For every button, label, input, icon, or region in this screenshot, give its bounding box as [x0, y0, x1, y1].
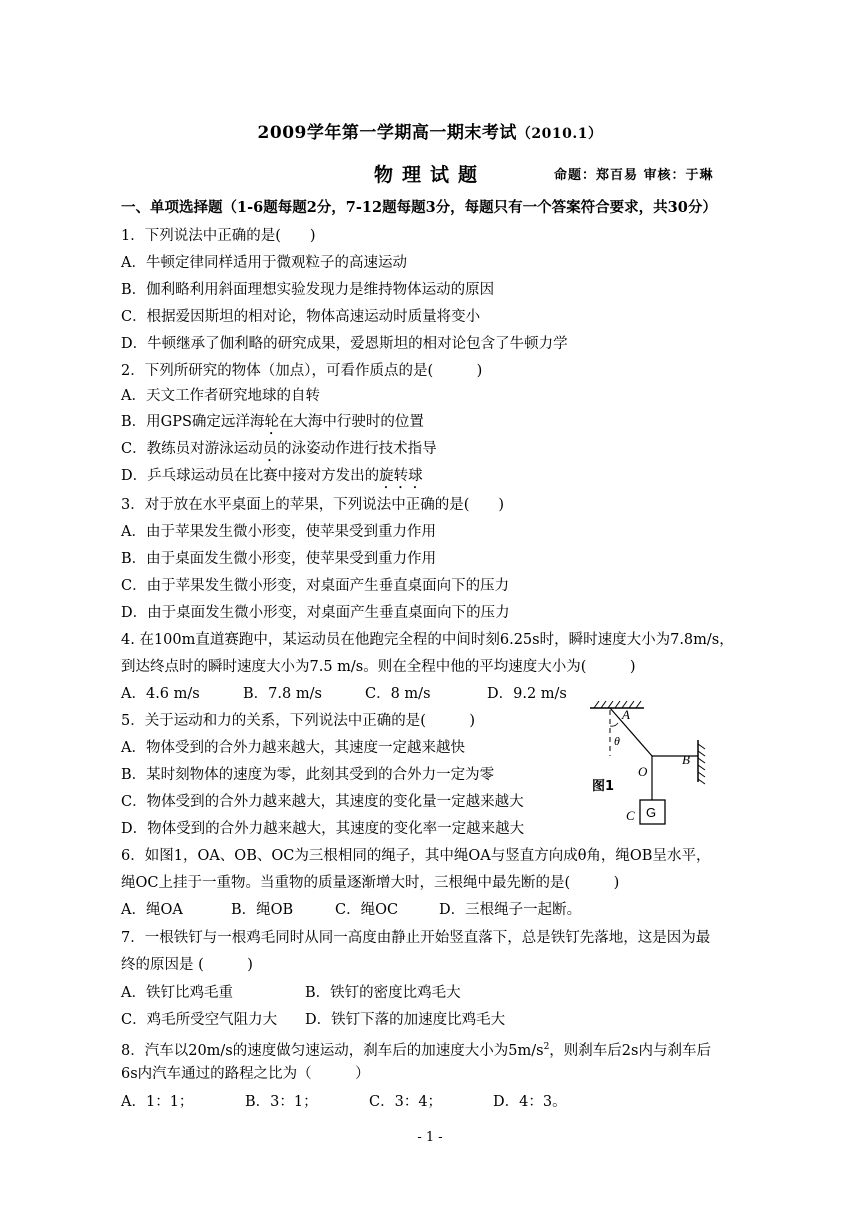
page-number: - 1 - — [417, 1130, 443, 1145]
option-b: B．绳OB — [231, 902, 294, 918]
section-heading: 一、单项选择题（1-6题每题2分，7-12题每题3分，每题只有一个答案符合要求，共30分） — [121, 199, 717, 216]
question-2-stem: 2．下列所研究的物体（加点），可看作质点的是( ) — [121, 363, 483, 379]
question-3-stem: 3．对于放在水平桌面上的苹果，下列说法中正确的是( ) — [121, 497, 505, 513]
question-2-option-a: A．天文工作者研究地球的自转 — [121, 388, 320, 404]
figure-1-diagram — [588, 698, 718, 830]
label-a: A — [622, 707, 630, 722]
label-b: B — [682, 752, 690, 767]
ceiling-hatch — [594, 701, 641, 708]
question-3-option-d: D．由于桌面发生微小形变，对桌面产生垂直桌面向下的压力 — [121, 605, 510, 621]
label-o: O — [638, 764, 648, 779]
option-d: D．9.2 m/s — [487, 686, 567, 702]
question-6-stem-line1: 6．如图1，OA、OB、OC为三根相同的绳子，其中绳OA与竖直方向成θ角，绳OB呈水平， — [121, 848, 711, 864]
stem-text: ，则刹车后2s内与刹车后 — [549, 1042, 711, 1059]
option-b: B．7.8 m/s — [243, 686, 322, 702]
option-a: A．铁钉比鸡毛重 — [121, 985, 233, 1001]
question-3-option-c: C．由于苹果发生微小形变，对桌面产生垂直桌面向下的压力 — [121, 578, 510, 594]
option-a: A．1：1； — [121, 1094, 194, 1110]
rope-oa — [610, 708, 652, 756]
question-8-options — [121, 1092, 567, 1112]
option-text: 在大海中行驶时的位置 — [278, 414, 424, 430]
question-6-options — [121, 900, 581, 920]
question-2-option-d — [121, 466, 423, 492]
option-c: C．绳OC — [335, 902, 399, 918]
question-1-option-d: D．牛顿继承了伽利略的研究成果，爱恩斯坦的相对论包含了牛顿力学 — [121, 336, 568, 352]
question-5-option-b: B．某时刻物体的速度为零，此刻其受到的合外力一定为零 — [121, 767, 495, 783]
option-b: B．3：1； — [245, 1094, 318, 1110]
question-7-options-row2 — [121, 1010, 505, 1030]
option-text: 的泳姿动作进行技术指导 — [277, 441, 437, 457]
option-d: D．4：3。 — [493, 1094, 567, 1110]
option-text: B．用GPS确定远洋海 — [121, 414, 265, 430]
question-2-option-c — [121, 439, 437, 465]
emphasized-object: 旋转球 — [379, 468, 423, 484]
question-1-stem: 1．下列说法中正确的是( ) — [121, 228, 316, 244]
question-5-stem: 5．关于运动和力的关系，下列说法中正确的是( ) — [121, 713, 476, 729]
wall-hatch — [698, 744, 705, 784]
option-c: C．鸡毛所受空气阻力大 — [121, 1012, 278, 1028]
option-d: D．铁钉下落的加速度比鸡毛大 — [305, 1012, 506, 1028]
question-4-stem-line2: 到达终点时的瞬时速度大小为7.5 m/s。则在全程中他的平均速度大小为( ) — [121, 659, 636, 675]
question-1-option-b: B．伽利略利用斜面理想实验发现力是维持物体运动的原因 — [121, 282, 495, 298]
option-c: C．3：4； — [369, 1094, 443, 1110]
question-7-options-row1 — [121, 983, 461, 1003]
option-a: A．4.6 m/s — [121, 686, 200, 702]
emphasized-object: 轮 — [264, 414, 279, 430]
option-d: D．三根绳子一起断。 — [439, 902, 582, 918]
option-text: C．教练员对游泳运动 — [121, 441, 263, 457]
label-g: G — [646, 805, 657, 820]
question-1-option-a: A．牛顿定律同样适用于微观粒子的高速运动 — [121, 255, 407, 271]
question-6-stem-line2: 绳OC上挂于一重物。当重物的质量逐渐增大时，三根绳中最先断的是( ) — [121, 875, 620, 891]
label-c: C — [626, 808, 635, 823]
author-info: 命题：郑百易 审核：于琳 — [554, 168, 714, 183]
question-3-option-b: B．由于桌面发生微小形变，使苹果受到重力作用 — [121, 551, 437, 567]
emphasized-object: 员 — [262, 441, 278, 457]
option-b: B．铁钉的密度比鸡毛大 — [305, 985, 461, 1001]
question-3-option-a: A．由于苹果发生微小形变，使苹果受到重力作用 — [121, 524, 436, 540]
question-7-stem-line2: 终的原因是 ( ) — [121, 957, 253, 973]
option-c: C．8 m/s — [365, 686, 431, 702]
question-7-stem-line1: 7．一根铁钉与一根鸡毛同时从同一高度由静止开始竖直落下，总是铁钉先落地，这是因为最 — [121, 930, 711, 946]
figure-caption: 图1 — [592, 779, 615, 794]
exam-title-text: 2009学年第一学期高一期末考试 — [257, 123, 517, 143]
question-8-stem-line2: 6s内汽车通过的路程之比为（ ） — [121, 1066, 370, 1082]
exponent: 2 — [543, 1042, 550, 1052]
question-5-option-a: A．物体受到的合外力越来越大，其速度一定越来越快 — [121, 740, 465, 756]
label-theta: θ — [614, 734, 620, 748]
option-text: D．乒乓球运动员在比赛中接对方发出的 — [121, 468, 380, 484]
option-a: A．绳OA — [121, 902, 183, 918]
question-5-option-c: C．物体受到的合外力越来越大，其速度的变化量一定越来越大 — [121, 794, 524, 810]
question-2-option-b — [121, 412, 424, 438]
question-5-option-d: D．物体受到的合外力越来越大，其速度的变化率一定越来越大 — [121, 821, 525, 837]
angle-arc — [610, 723, 618, 726]
question-4-stem-line1: 4. 在100m直道赛跑中，某运动员在他跑完全程的中间时刻6.25s时，瞬时速度大小为7.8m/s， — [121, 632, 734, 648]
question-4-options — [121, 684, 567, 704]
exam-date: （2010.1） — [516, 126, 603, 142]
question-8-stem-line1 — [121, 1037, 711, 1061]
stem-text: 8．汽车以20m/s的速度做匀速运动，刹车后的加速度大小为5m/s — [121, 1042, 544, 1059]
exam-title — [0, 118, 860, 143]
question-1-option-c: C．根据爱因斯坦的相对论，物体高速运动时质量将变小 — [121, 309, 481, 325]
subject-title: 物理试题 — [374, 164, 487, 186]
